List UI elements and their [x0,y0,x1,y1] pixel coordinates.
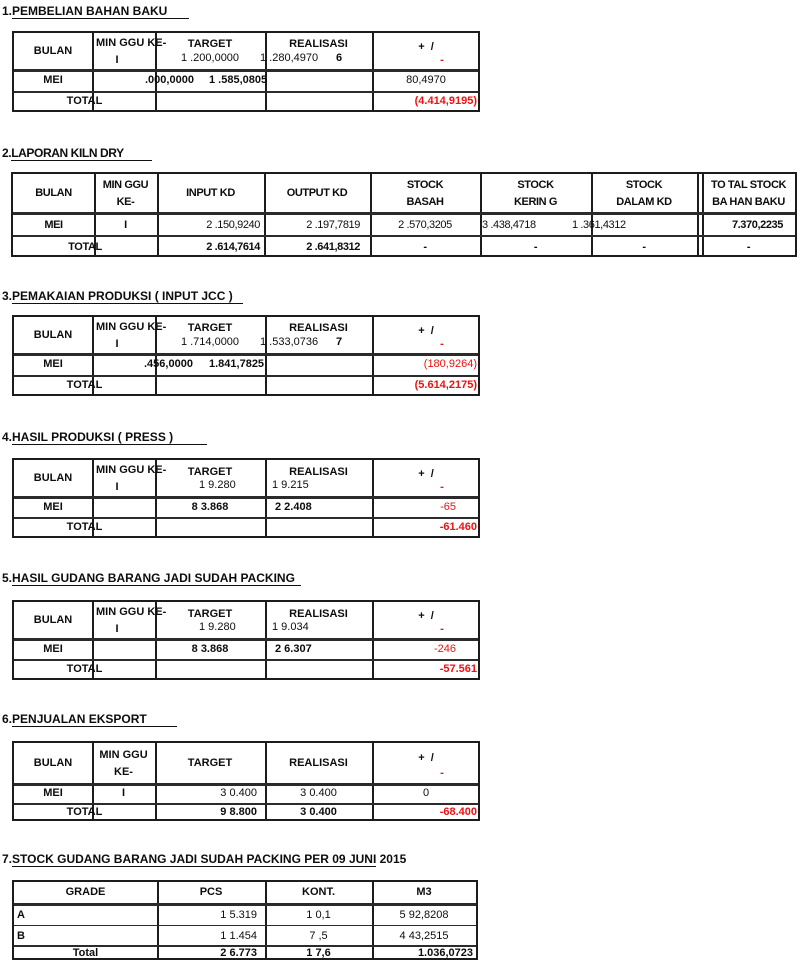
section-7-title [2,852,406,866]
section-7-title-text: STOCK GUDANG BARANG JADI SUDAH PACKING PER 09 JUNI [12,852,377,866]
section-6-title-prefix: 6. [2,712,13,726]
t7-total-m3: 1.036,0723 [417,947,473,959]
t6-mei-label: MEI [43,787,63,799]
t6-header-minggu-2: KE- [114,766,133,778]
t5-mei-diff: -246 [433,643,456,655]
t2-mei-stock-basah: 2 .570,3205 [398,219,452,231]
table-pembelian-bahan-baku [12,31,480,112]
t6-header-bulan: BULAN [33,757,73,769]
t7-total-label: Total [72,947,99,959]
t3-header-minggu: MIN GGU KE- [96,321,167,333]
t5-total-diff: -57.561 [439,663,477,675]
t6-mei-realisasi: 3 0.400 [300,787,337,799]
t4-header-target-value: 1 9.280 [199,479,236,491]
t4-mei-label: MEI [43,501,63,513]
t5-mei-label: MEI [43,643,63,655]
table-penjualan-eksport [12,741,480,821]
t3-header-bulan: BULAN [33,329,73,341]
t6-header-realisasi: REALISASI [289,757,348,769]
t6-mei-diff: 0 [422,787,430,799]
t1-header-minggu: MIN GGU KE- [96,37,167,49]
section-1-title-text: PEMBELIAN BAHAN BAKU [12,4,189,19]
t1-header-target: TARGET [187,38,233,50]
t5-header-target: TARGET [187,608,233,620]
section-6-title-text: PENJUALAN EKSPORT [12,712,177,727]
section-2-title-text: LAPORAN KILN DRY [11,146,152,161]
t3-header-target: TARGET [187,322,233,334]
section-1-title-prefix: 1. [2,4,13,18]
t2-mei-output-kd: 2 .197,7819 [306,219,360,231]
t1-header-realisasi: REALISASI [289,38,348,50]
t3-mei-realisasi-value: 1.841,7825 [209,358,265,370]
t1-header-plus-minus: + / [418,41,434,53]
t6-header-target: TARGET [187,757,233,769]
t7-header-grade: GRADE [65,886,106,898]
t1-mei-diff: 80,4970 [406,74,446,86]
t5-header-target-value: 1 9.280 [199,621,236,633]
t4-header-realisasi: REALISASI [289,466,348,478]
t2-mei-minggu: I [124,219,127,231]
t3-header-minus: - [440,338,444,350]
t5-total-label: TOTAL [66,663,103,675]
t7-row-a-pcs: 1 5.319 [220,909,257,921]
t5-header-realisasi-value: 1 9.034 [272,621,309,633]
section-4-title-text: HASIL PRODUKSI ( PRESS ) [12,430,207,445]
t4-mei-target-value: 8 3.868 [191,501,229,513]
t4-mei-diff: -65 [440,501,456,513]
t1-header-realisasi-value: 1 .280,4970 [260,52,319,64]
t5-header-bulan: BULAN [33,614,73,626]
t7-row-b-grade: B [17,930,25,942]
t5-mei-realisasi-value: 2 6.307 [275,643,312,655]
t3-header-realisasi: REALISASI [289,322,348,334]
t2-header-total-stock-1: TO TAL STOCK [710,179,787,191]
t2-total-stock-kering: - [533,241,538,253]
t3-total-label: TOTAL [66,379,103,391]
t2-header-stock-basah-2: BASAH [406,196,444,208]
t1-total-diff: (4.414,9195) [414,95,477,107]
section-3-title-prefix: 3. [2,289,13,303]
t1-header-realisasi-extra: 6 [336,52,343,64]
t6-total-realisasi: 3 0.400 [300,806,337,818]
t2-header-input-kd: INPUT KD [186,187,235,199]
t4-mei-realisasi-value: 2 2.408 [275,501,312,513]
t2-header-bulan: BULAN [35,187,72,199]
t6-total-label: TOTAL [66,806,103,818]
t7-total-kont: 1 7,6 [306,947,331,959]
t6-mei-minggu: I [121,787,126,799]
table-hasil-gudang-packing [12,600,480,680]
t7-header-m3: M3 [416,886,432,898]
t3-header-realisasi-extra: 7 [336,336,343,348]
t2-header-stock-kering-2: KERIN G [513,196,558,208]
t4-header-minus: - [440,481,444,493]
section-2-title-prefix: 2. [2,146,12,160]
section-2-title [2,146,152,160]
t2-total-output-kd: 2 .641,8312 [306,241,360,253]
t6-total-target: 9 8.800 [220,806,257,818]
table-hasil-produksi [12,458,480,538]
t7-header-pcs: PCS [199,886,223,898]
t4-header-minggu-i: I [115,481,119,493]
row-separator [14,925,476,926]
t6-total-diff: -68.400 [439,806,477,818]
t2-mei-stock-dalam: 1 .361,4312 [572,219,626,231]
t4-total-diff: -61.460 [439,521,477,533]
t5-header-minggu-i: I [115,623,119,635]
t2-mei-label: MEI [44,219,63,231]
t1-mei-target-value: .000,0000 [145,74,194,86]
t5-mei-target-value: 8 3.868 [191,643,229,655]
t3-header-minggu-i: I [115,338,119,350]
t3-header-realisasi-value: 1 .533,0736 [260,336,319,348]
t7-row-a-kont: 1 0,1 [306,909,331,921]
table-pemakaian-produksi [12,315,480,396]
t7-header-kont: KONT. [302,886,335,898]
t2-total-stock-basah: - [423,241,427,253]
t4-header-plus-minus: + / [418,468,434,480]
t1-header-minggu-i: I [115,54,119,66]
section-4-title [2,430,207,444]
t7-row-b-pcs: 1 1.454 [220,930,257,942]
t4-total-label: TOTAL [66,521,103,533]
t5-header-realisasi: REALISASI [289,608,348,620]
t1-header-minus: - [440,54,444,66]
t1-header-target-value: 1 .200,0000 [180,52,240,64]
t1-mei-label: MEI [43,74,63,86]
t1-total-label: TOTAL [66,95,103,107]
t5-header-minggu: MIN GGU KE- [96,606,167,618]
t2-mei-total-stock: 7.370,2235 [731,219,783,231]
section-5-title-text: HASIL GUDANG BARANG JADI SUDAH PACKING [12,571,301,586]
t7-total-pcs: 2 6.773 [220,947,257,959]
t2-header-minggu-1: MIN GGU [102,179,149,191]
t4-header-minggu: MIN GGU KE- [96,464,167,476]
section-7-title-prefix: 7. [2,852,13,866]
t6-mei-target: 3 0.400 [220,787,257,799]
t4-header-bulan: BULAN [33,472,73,484]
section-4-title-prefix: 4. [2,430,13,444]
section-3-title [2,289,243,303]
t3-mei-target-value: .456,0000 [144,358,193,370]
table-laporan-kiln-dry [11,172,797,257]
section-1-title [2,4,189,18]
section-7-title-suffix: 2015 [376,852,407,866]
section-6-title [2,712,177,726]
t5-header-minus: - [440,623,444,635]
t2-header-minggu-2: KE- [116,196,135,208]
t2-total-input-kd: 2 .614,7614 [206,241,260,253]
t4-header-target: TARGET [187,466,233,478]
t2-header-stock-dalam-2: DALAM KD [616,196,672,208]
t3-mei-label: MEI [43,358,63,370]
section-5-title [2,571,301,585]
t2-total-label: TOTAL [68,241,102,253]
t7-row-b-kont: 7 ,5 [309,930,328,942]
t3-header-target-value: 1 .714,0000 [180,336,240,348]
t1-header-bulan: BULAN [33,45,73,57]
section-5-title-prefix: 5. [2,571,13,585]
t6-header-minggu-1: MIN GGU [99,749,148,761]
t4-header-realisasi-value: 1 9.215 [272,479,309,491]
t2-total-stock-dalam: - [642,241,646,253]
t3-header-plus-minus: + / [418,325,434,337]
t7-row-b-m3: 4 43,2515 [399,930,449,942]
table-stock-gudang-packing [12,880,478,960]
t2-header-stock-kering-1: STOCK [517,179,554,191]
t2-header-stock-basah-1: STOCK [406,179,444,191]
t2-header-output-kd: OUTPUT KD [286,187,348,199]
t5-header-plus-minus: + / [418,610,434,622]
t7-row-a-m3: 5 92,8208 [399,909,449,921]
t2-header-stock-dalam-1: STOCK [625,179,663,191]
t7-row-a-grade: A [17,909,25,921]
t3-total-diff: (5.614,2175) [414,379,477,391]
section-3-title-text: PEMAKAIAN PRODUKSI ( INPUT JCC ) [12,289,243,304]
t1-mei-realisasi-value: 1 .585,0805 [209,74,268,86]
t3-mei-diff: (180,9264) [423,358,477,370]
t6-header-plus-minus: + / [418,752,434,764]
t2-header-total-stock-2: BA HAN BAKU [712,196,785,208]
t2-mei-stock-kering: 3 .438,4718 [482,219,536,231]
t2-mei-input-kd: 2 .150,9240 [206,219,260,231]
t6-header-minus: - [440,767,444,779]
t2-total-total-stock: - [746,241,751,253]
